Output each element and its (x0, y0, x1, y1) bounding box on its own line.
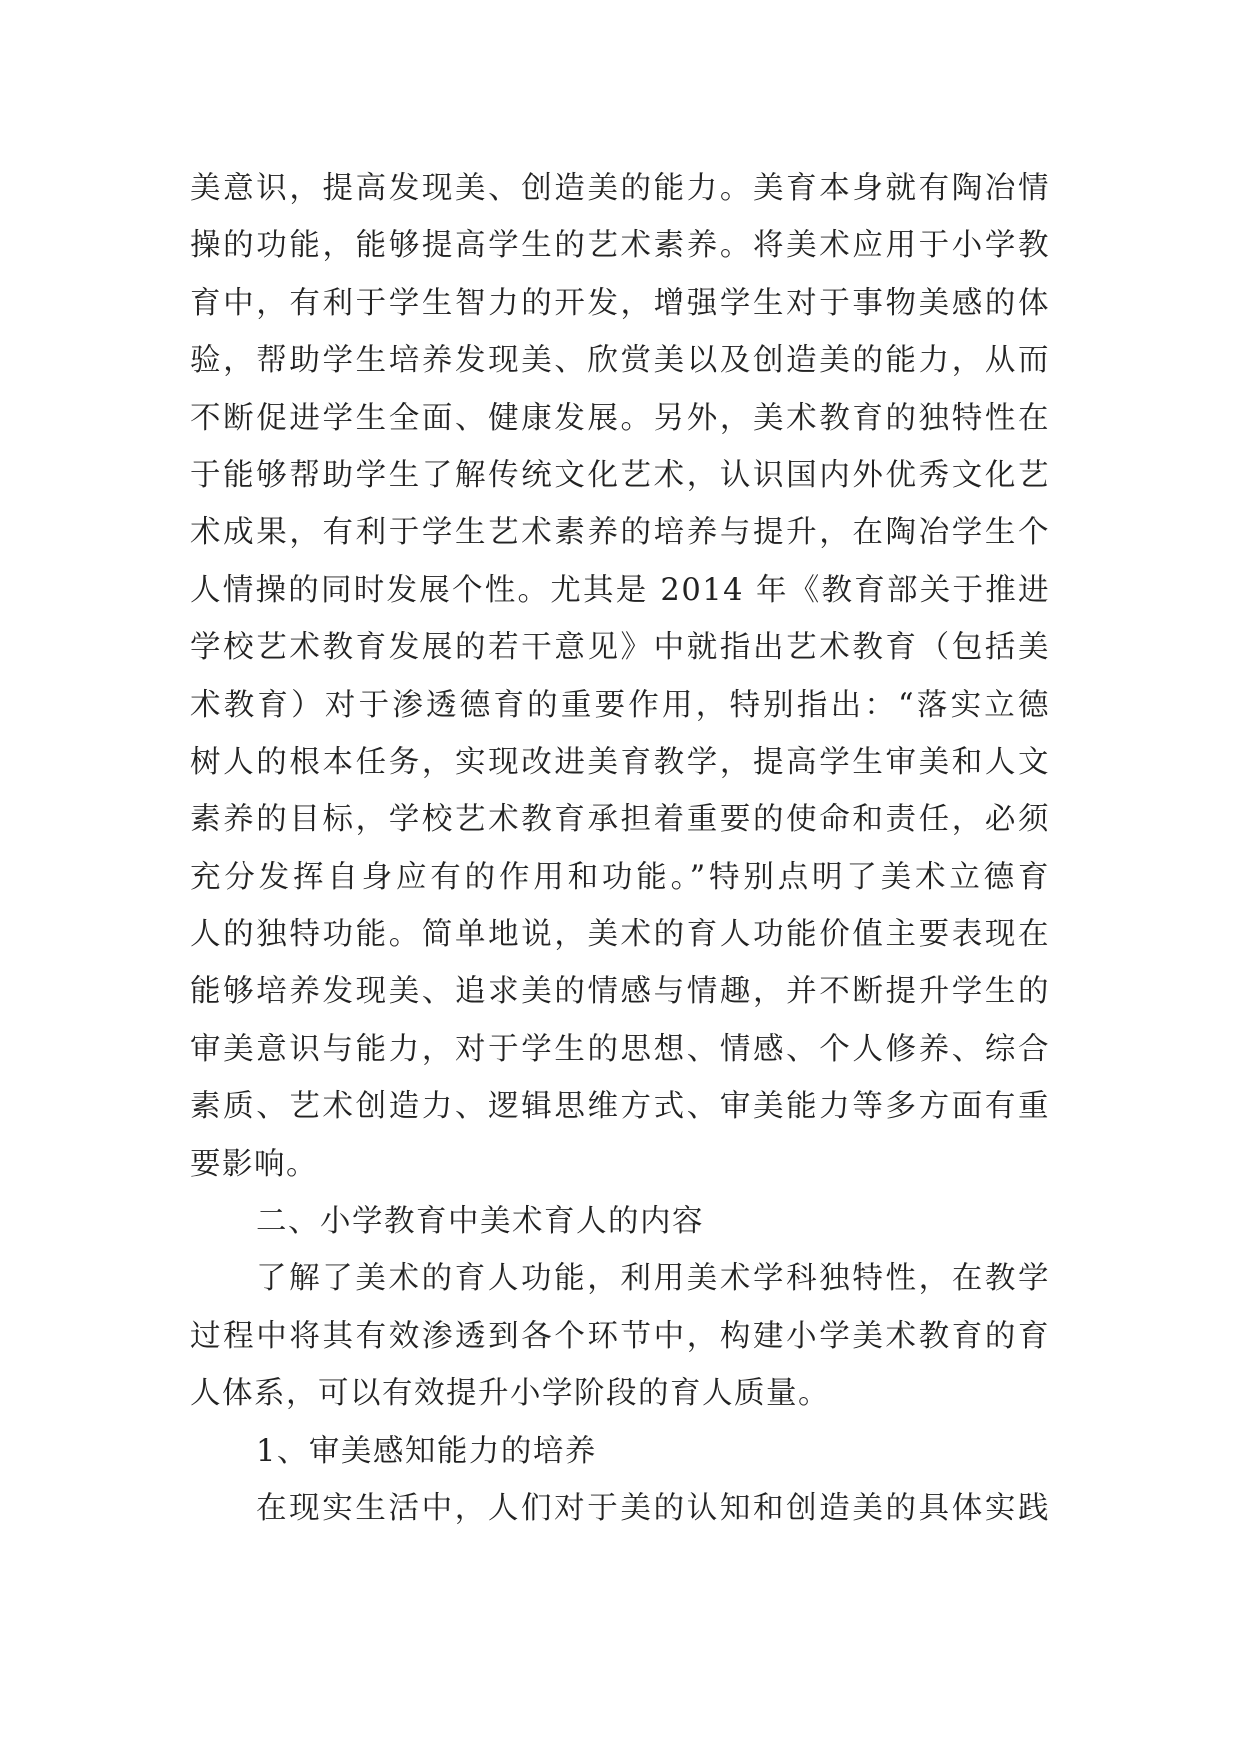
text-line: 人的独特功能。简单地说，美术的育人功能价值主要表现在 (190, 917, 1050, 953)
text-line: 能够培养发现美、追求美的情感与情趣，并不断提升学生的 (190, 974, 1050, 1010)
text-line: 树人的根本任务，实现改进美育教学，提高学生审美和人文 (190, 744, 1050, 780)
text-line: 验，帮助学生培养发现美、欣赏美以及创造美的能力，从而 (190, 343, 1050, 379)
text-line: 素质、艺术创造力、逻辑思维方式、审美能力等多方面有重 (190, 1089, 1050, 1125)
text-line: 了解了美术的育人功能，利用美术学科独特性，在教学 (256, 1261, 1050, 1297)
text-line: 术教育）对于渗透德育的重要作用，特别指出：“落实立德 (190, 687, 1050, 723)
body-text (190, 160, 1050, 1537)
text-line: 充分发挥自身应有的作用和功能。”特别点明了美术立德育 (190, 859, 1050, 895)
text-line: 在现实生活中，人们对于美的认知和创造美的具体实践 (256, 1490, 1050, 1526)
text-line: 人体系，可以有效提升小学阶段的育人质量。 (190, 1376, 830, 1412)
text-line: 审美意识与能力，对于学生的思想、情感、个人修养、综合 (190, 1031, 1050, 1067)
text-line: 操的功能，能够提高学生的艺术素养。将美术应用于小学教 (190, 228, 1050, 264)
text-line: 美意识，提高发现美、创造美的能力。美育本身就有陶冶情 (190, 171, 1050, 206)
text-line: 素养的目标，学校艺术教育承担着重要的使命和责任，必须 (190, 802, 1050, 838)
text-line: 要影响。 (190, 1146, 318, 1182)
text-line: 于能够帮助学生了解传统文化艺术，认识国内外优秀文化艺 (190, 457, 1050, 493)
text-line: 学校艺术教育发展的若干意见》中就指出艺术教育（包括美 (190, 630, 1050, 666)
text-line: 人情操的同时发展个性。尤其是 2014 年《教育部关于推进 (190, 572, 1050, 608)
text-line: 术成果，有利于学生艺术素养的培养与提升，在陶冶学生个 (190, 515, 1050, 551)
text-line: 育中，有利于学生智力的开发，增强学生对于事物美感的体 (190, 285, 1050, 321)
text-line: 过程中将其有效渗透到各个环节中，构建小学美术教育的育 (190, 1318, 1050, 1354)
text-line: 不断促进学生全面、健康发展。另外，美术教育的独特性在 (190, 400, 1050, 436)
subsection-heading: 1、审美感知能力的培养 (256, 1433, 597, 1469)
section-heading: 二、小学教育中美术育人的内容 (256, 1204, 704, 1240)
